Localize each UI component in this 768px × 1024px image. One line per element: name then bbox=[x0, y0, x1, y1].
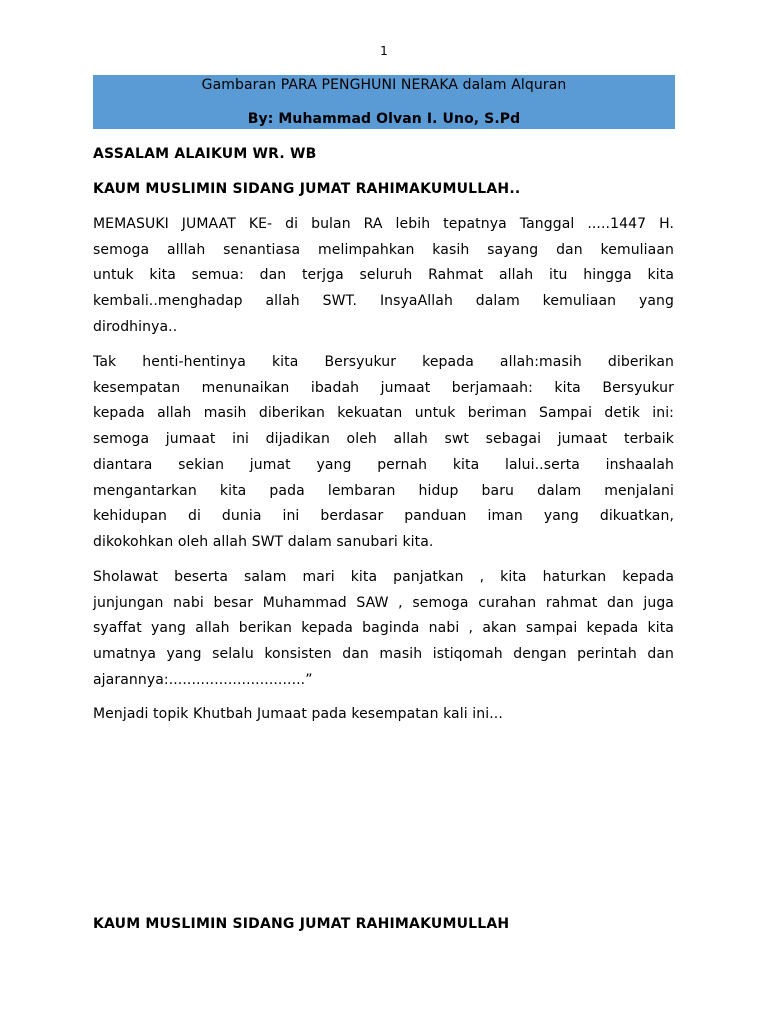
paragraph-line: syaffat yang allah berikan kepada baginda nabi , akan sampai kepada kita bbox=[93, 620, 674, 637]
title-box bbox=[93, 75, 675, 129]
document-title: Gambaran PARA PENGHUNI NERAKA dalam Alquran bbox=[201, 77, 567, 93]
paragraph-line: ajarannya:..............................” bbox=[93, 671, 313, 688]
paragraph-line: MEMASUKI JUMAAT KE- di bulan RA lebih tepatnya Tanggal .....1447 H. bbox=[93, 216, 674, 232]
paragraph-line: mengantarkan kita pada lembaran hidup baru dalam menjalani bbox=[93, 482, 674, 499]
salutation-heading: KAUM MUSLIMIN SIDANG JUMAT RAHIMAKUMULLAH.. bbox=[93, 181, 521, 197]
paragraph-line: kepada allah masih diberikan kekuatan untuk beriman Sampai detik ini: bbox=[93, 405, 674, 422]
paragraph-line: untuk kita semua: dan terjga seluruh Rahmat allah itu hingga kita bbox=[93, 267, 674, 284]
greeting-heading: ASSALAM ALAIKUM WR. WB bbox=[93, 146, 317, 162]
paragraph-line: dirodhinya.. bbox=[93, 318, 178, 335]
bottom-heading: KAUM MUSLIMIN SIDANG JUMAT RAHIMAKUMULLAH bbox=[93, 916, 510, 932]
paragraph-line: semoga alllah senantiasa melimpahkan kasih sayang dan kemuliaan bbox=[93, 241, 674, 258]
paragraph-line: kesempatan menunaikan ibadah jumaat berjamaah: kita Bersyukur bbox=[93, 379, 674, 396]
paragraph-line: Sholawat beserta salam mari kita panjatkan , kita haturkan kepada bbox=[93, 569, 674, 585]
paragraph-gratitude bbox=[93, 350, 674, 556]
paragraph-line: kehidupan di dunia ini berdasar panduan iman yang dikuatkan, bbox=[93, 508, 674, 525]
paragraph-line: Tak henti-hentinya kita Bersyukur kepada allah:masih diberikan bbox=[93, 354, 674, 370]
paragraph-sholawat bbox=[93, 565, 674, 694]
topic-intro: Menjadi topik Khutbah Jumaat pada kesempatan kali ini... bbox=[93, 706, 503, 722]
page-number: 1 bbox=[380, 44, 388, 58]
paragraph-line: diantara sekian jumat yang pernah kita lalui..serta inshaalah bbox=[93, 456, 674, 473]
document-author: By: Muhammad Olvan I. Uno, S.Pd bbox=[247, 111, 521, 127]
paragraph-line: junjungan nabi besar Muhammad SAW , semoga curahan rahmat dan juga bbox=[93, 594, 674, 611]
paragraph-line: umatnya yang selalu konsisten dan masih istiqomah dengan perintah dan bbox=[93, 646, 674, 663]
paragraph-line: kembali..menghadap allah SWT. InsyaAllah dalam kemuliaan yang bbox=[93, 293, 674, 310]
paragraph-opening bbox=[93, 212, 674, 341]
paragraph-line: dikokohkan oleh allah SWT dalam sanubari kita. bbox=[93, 533, 434, 550]
paragraph-line: semoga jumaat ini dijadikan oleh allah swt sebagai jumaat terbaik bbox=[93, 431, 674, 448]
